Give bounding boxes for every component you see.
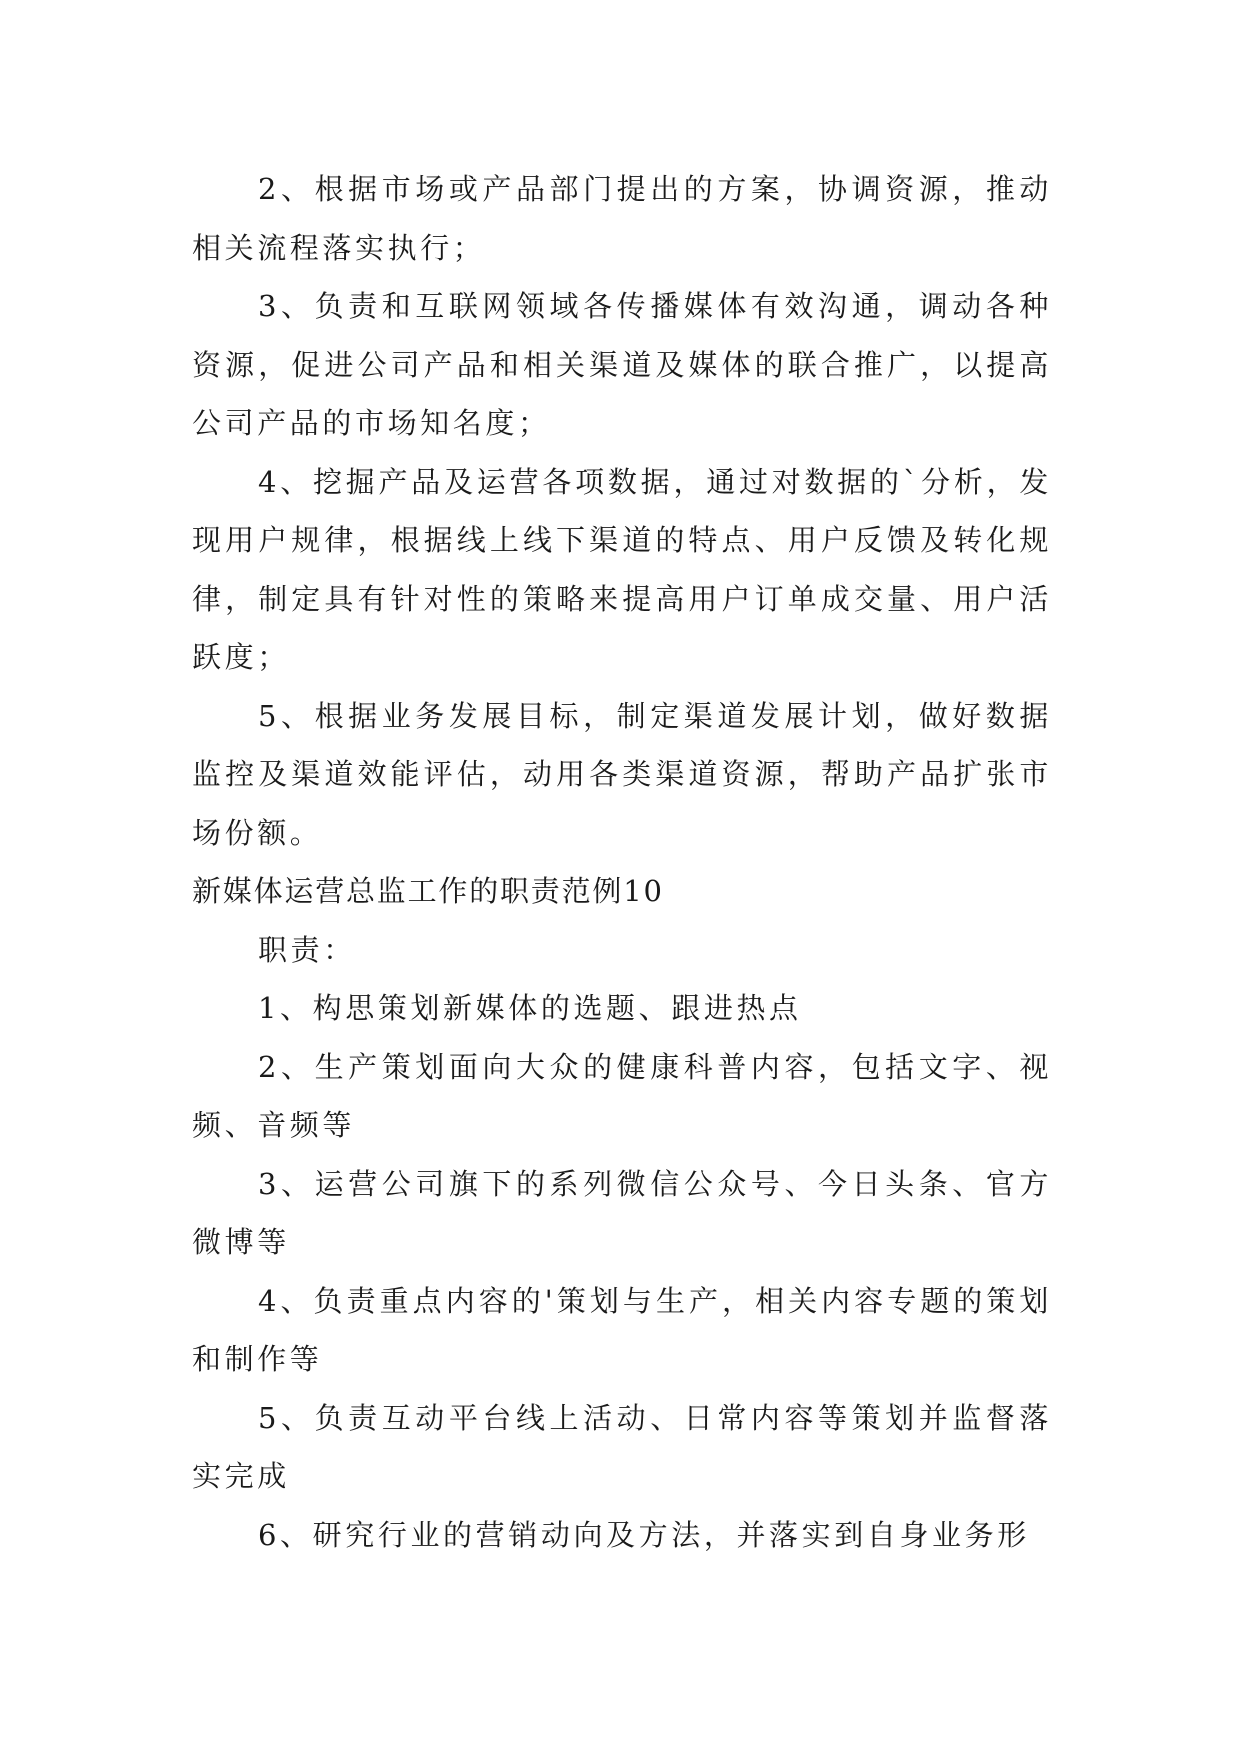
duty-item-4: 4、负责重点内容的'策划与生产，相关内容专题的策划和制作等	[192, 1283, 1052, 1376]
paragraph-item-5: 5、根据业务发展目标，制定渠道发展计划，做好数据监控及渠道效能评估，动用各类渠道资源，帮助产品扩张市场份额。	[192, 698, 1052, 850]
duty-item-3: 3、运营公司旗下的系列微信公众号、今日头条、官方微博等	[192, 1166, 1052, 1259]
duty-item-6: 6、研究行业的营销动向及方法，并落实到自身业务形	[258, 1517, 1030, 1552]
section-label-duties: 职责：	[258, 932, 356, 967]
section-title: 新媒体运营总监工作的职责范例10	[192, 874, 664, 908]
paragraph-item-2: 2、根据市场或产品部门提出的方案，协调资源，推动相关流程落实执行；	[192, 172, 1052, 265]
duty-item-5: 5、负责互动平台线上活动、日常内容等策划并监督落实完成	[192, 1400, 1052, 1493]
paragraph-item-3: 3、负责和互联网领域各传播媒体有效沟通，调动各种资源，促进公司产品和相关渠道及媒体的联合推广，以提高公司产品的市场知名度；	[192, 289, 1052, 440]
duty-item-1: 1、构思策划新媒体的选题、跟进热点	[258, 991, 802, 1025]
document-body	[192, 160, 1052, 1564]
paragraph-item-4: 4、挖掘产品及运营各项数据，通过对数据的`分析，发现用户规律，根据线上线下渠道的特点、用户反馈及转化规律，制定具有针对性的策略来提高用户订单成交量、用户活跃度；	[192, 464, 1052, 674]
duty-item-2: 2、生产策划面向大众的健康科普内容，包括文字、视频、音频等	[192, 1049, 1052, 1142]
